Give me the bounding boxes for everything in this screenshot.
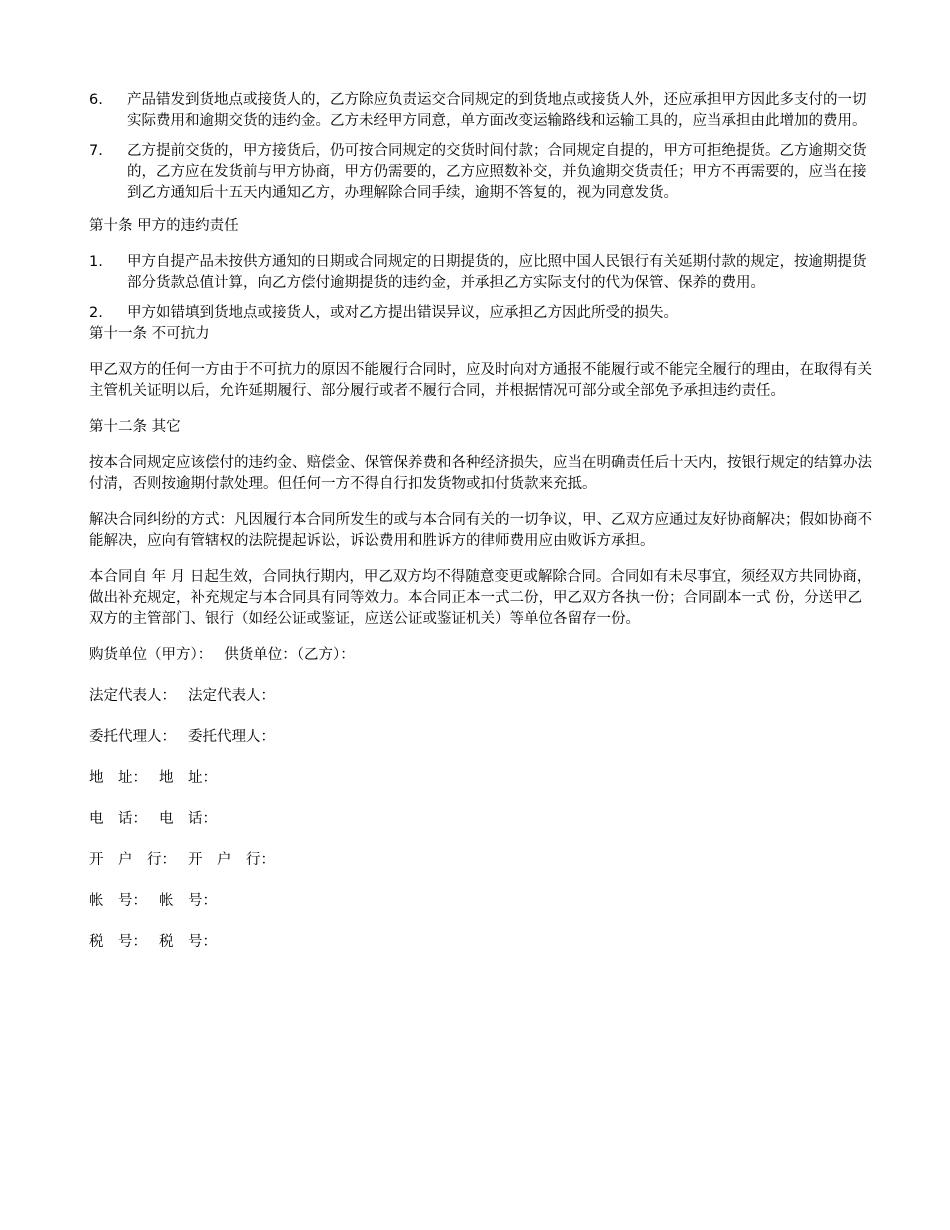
list-item-7 xyxy=(89,141,874,204)
signature-row xyxy=(89,891,874,912)
seller-label: 税 号： xyxy=(159,934,217,950)
seller-label: 地 址： xyxy=(159,770,217,786)
article-10-title: 第十条 甲方的违约责任 xyxy=(89,218,239,234)
list-item-1 xyxy=(89,252,874,294)
seller-label: 帐 号： xyxy=(159,893,217,909)
buyer-label: 法定代表人： xyxy=(89,688,176,704)
article-12-paragraph-2: 解决合同纠纷的方式：凡因履行本合同所发生的或与本合同有关的一切争议，甲、乙双方应通过友好协商解决；假如协商不能解决，应向有管辖权的法院提起诉讼，诉讼费用和胜诉方的律师费用应由败诉方承担。 xyxy=(89,512,872,549)
signature-row xyxy=(89,645,874,666)
item-number: 6. xyxy=(89,92,103,108)
seller-label: 委托代理人： xyxy=(188,729,275,745)
signature-row xyxy=(89,809,874,830)
article-12-paragraph-3: 本合同自 年 月 日起生效，合同执行期内，甲乙双方均不得随意变更或解除合同。合同如有未尽事宜，须经双方共同协商，做出补充规定，补充规定与本合同具有同等效力。本合同正本一式二份，甲乙双方各执一份；合同副本一式 份，分送甲乙双方的主管部门、银行（如经公证或鉴证，应送公证或鉴证机关）等单位各留存一份。 xyxy=(89,569,872,627)
buyer-label: 开 户 行： xyxy=(89,852,176,868)
item-number: 7. xyxy=(89,143,103,159)
article-12-title: 第十二条 其它 xyxy=(89,419,181,435)
item-text: 甲方如错填到货地点或接货人，或对乙方提出错误异议，应承担乙方因此所受的损失。 xyxy=(127,305,678,321)
item-text: 产品错发到货地点或接货人的，乙方除应负责运交合同规定的到货地点或接货人外，还应承担甲方因此多支付的一切实际费用和逾期交货的违约金。乙方未经甲方同意，单方面改变运输路线和运输工具的，应当承担由此增加的费用。 xyxy=(127,92,867,129)
seller-label: 开 户 行： xyxy=(188,852,275,868)
list-item-2 xyxy=(89,303,874,324)
article-11-text: 甲乙双方的任何一方由于不可抗力的原因不能履行合同时，应及时向对方通报不能履行或不能完全履行的理由，在取得有关主管机关证明以后，允许延期履行、部分履行或者不履行合同，并根据情况可部分或全部免予承担违约责任。 xyxy=(89,362,872,399)
buyer-label: 地 址： xyxy=(89,770,147,786)
article-12-paragraph-1: 按本合同规定应该偿付的违约金、赔偿金、保管保养费和各种经济损失，应当在明确责任后十天内，按银行规定的结算办法付清，否则按逾期付款处理。但任何一方不得自行扣发货物或扣付货款来充抵。 xyxy=(89,455,872,492)
seller-label: 供货单位：（乙方）： xyxy=(224,647,355,663)
contract-page xyxy=(89,90,874,973)
signature-block xyxy=(89,645,874,953)
seller-label: 法定代表人： xyxy=(188,688,275,704)
signature-row xyxy=(89,850,874,871)
buyer-label: 购货单位（甲方）： xyxy=(89,647,213,663)
buyer-label: 帐 号： xyxy=(89,893,147,909)
item-text: 甲方自提产品未按供方通知的日期或合同规定的日期提货的，应比照中国人民银行有关延期付款的规定，按逾期提货部分货款总值计算，向乙方偿付逾期提货的违约金，并承担乙方实际支付的代为保管、保养的费用。 xyxy=(127,254,867,291)
signature-row xyxy=(89,727,874,748)
seller-label: 电 话： xyxy=(159,811,217,827)
article-11-title: 第十一条 不可抗力 xyxy=(89,326,210,342)
buyer-label: 电 话： xyxy=(89,811,147,827)
buyer-label: 税 号： xyxy=(89,934,147,950)
list-item-6 xyxy=(89,90,874,132)
buyer-label: 委托代理人： xyxy=(89,729,176,745)
signature-row xyxy=(89,932,874,953)
item-number: 1. xyxy=(89,254,103,270)
item-number: 2. xyxy=(89,305,103,321)
item-text: 乙方提前交货的，甲方接货后，仍可按合同规定的交货时间付款；合同规定自提的，甲方可拒绝提货。乙方逾期交货的，乙方应在发货前与甲方协商，甲方仍需要的，乙方应照数补交，并负逾期交货责任；甲方不再需要的，应当在接到乙方通知后十五天内通知乙方，办理解除合同手续，逾期不答复的，视为同意发货。 xyxy=(127,143,867,201)
signature-row xyxy=(89,768,874,789)
signature-row xyxy=(89,686,874,707)
